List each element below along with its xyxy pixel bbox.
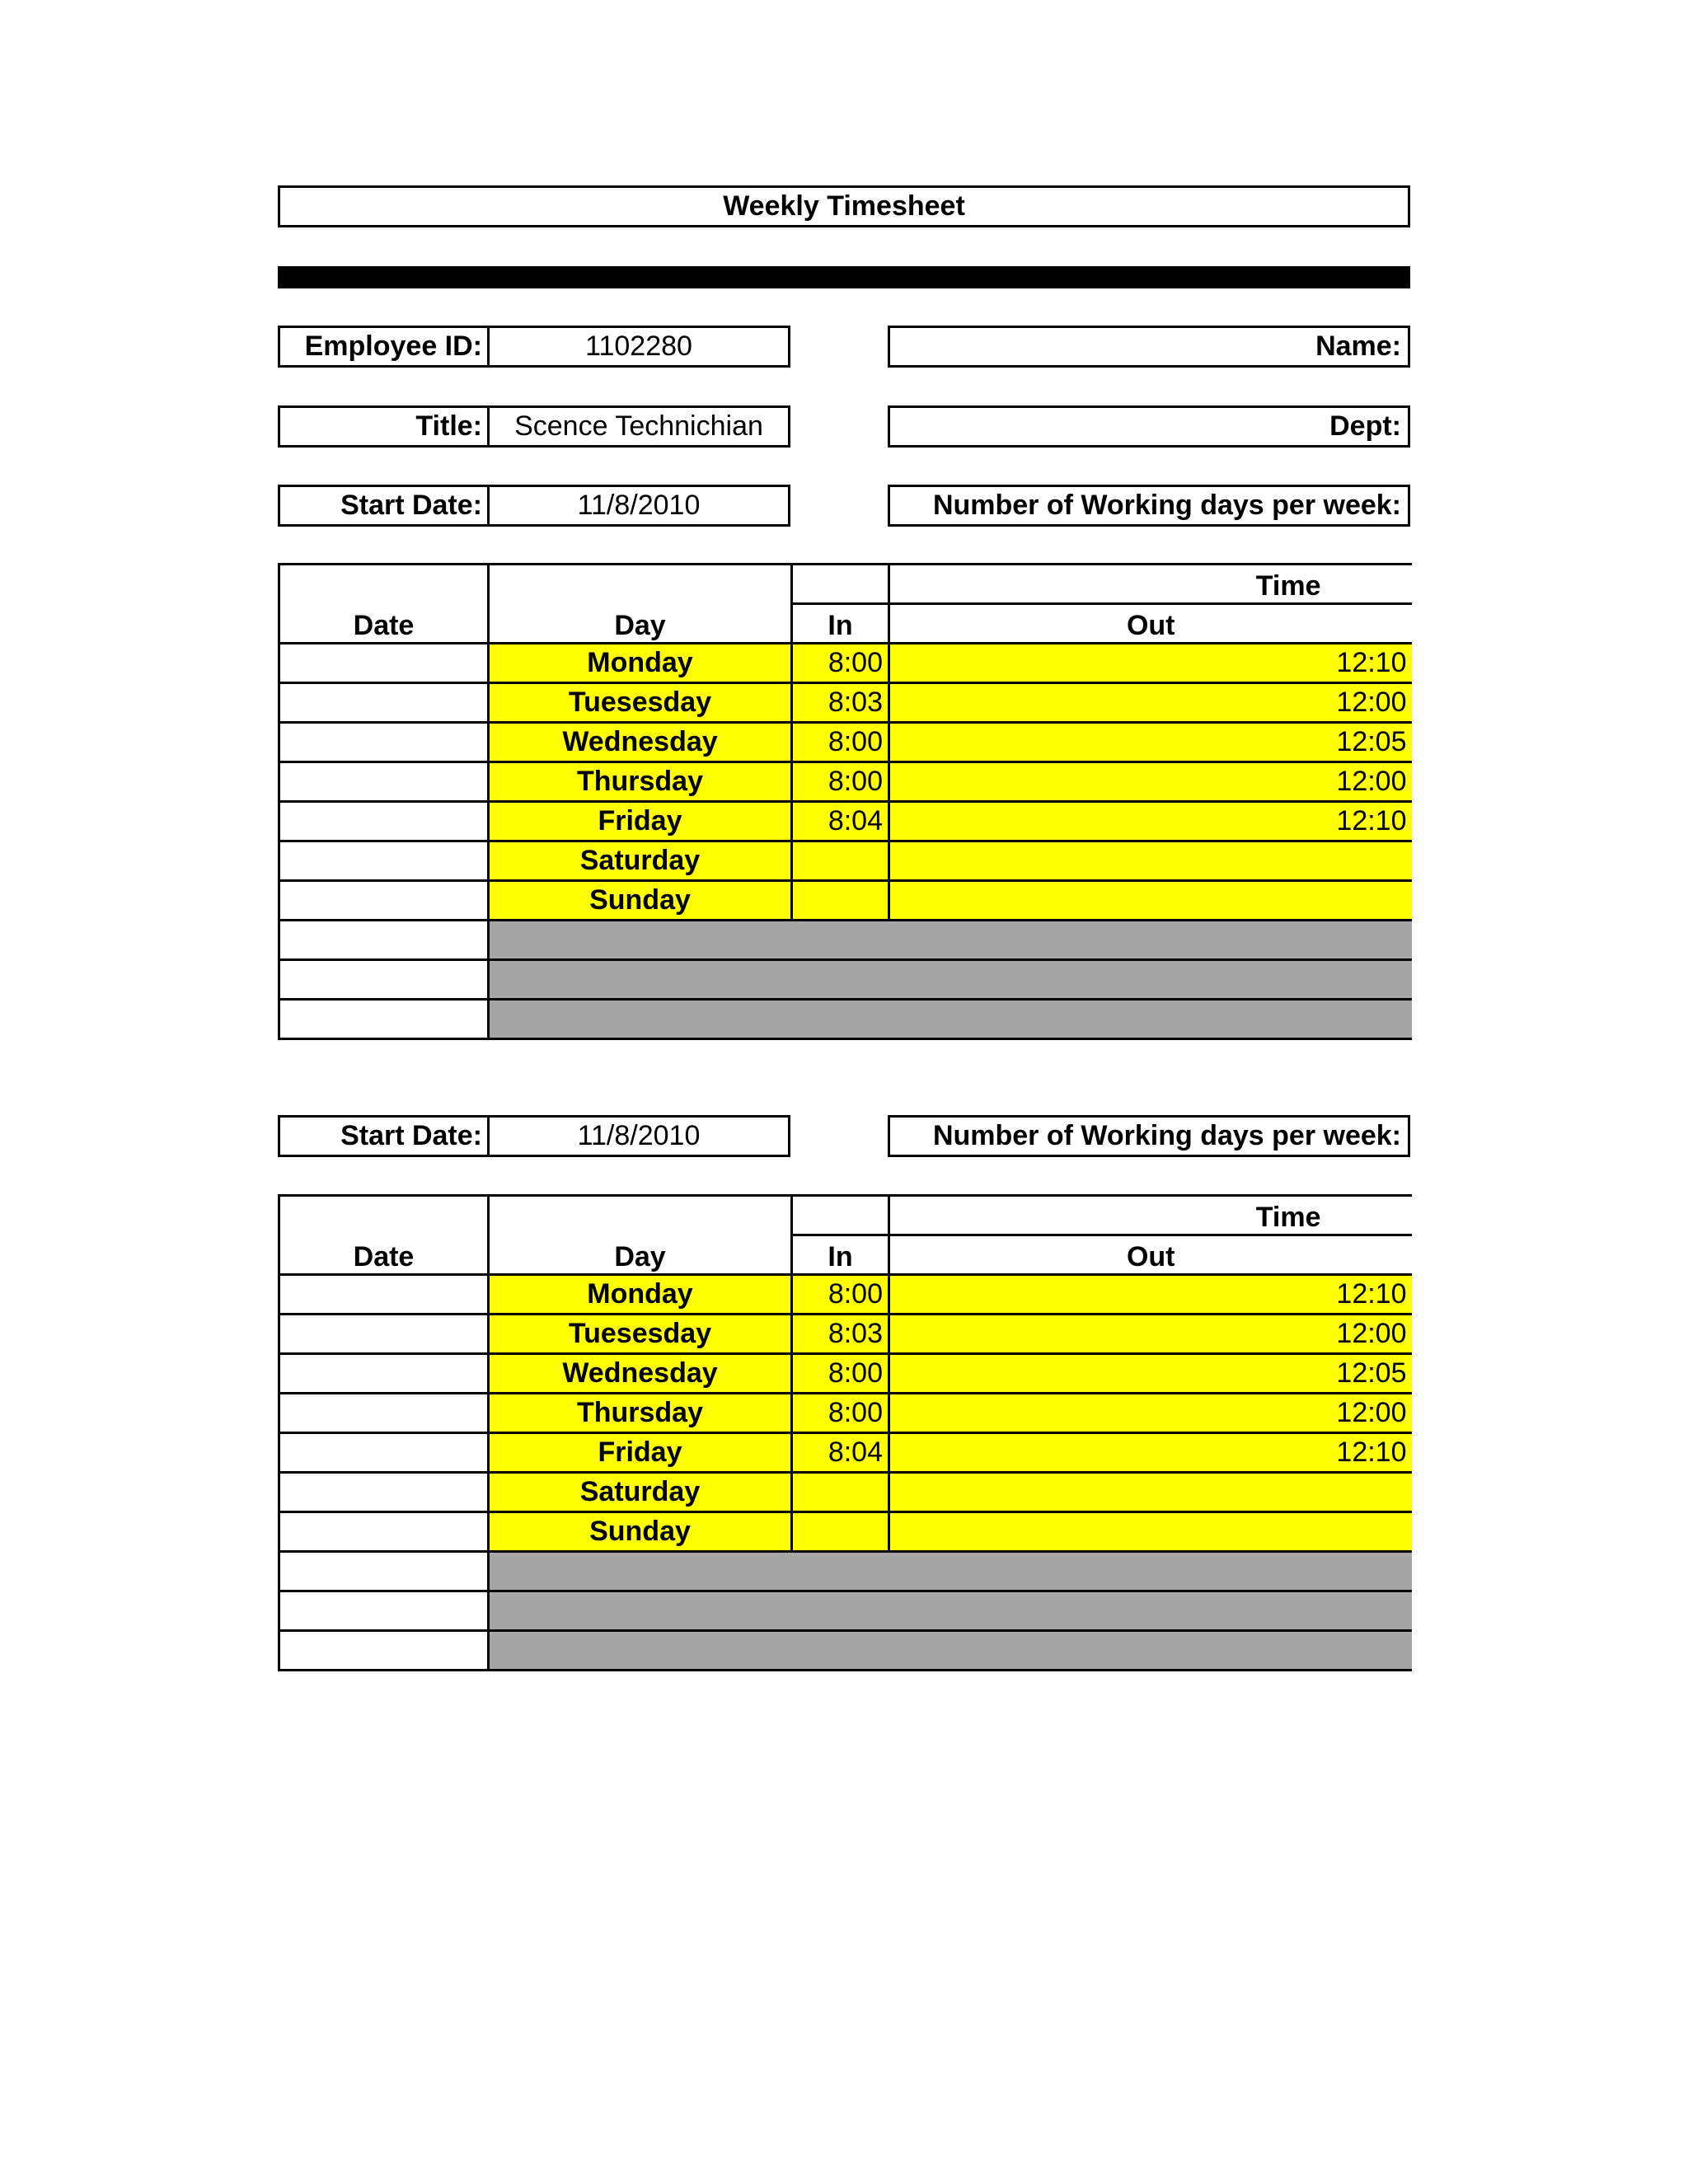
week2-header-time: Time	[889, 1196, 1412, 1235]
table-row	[279, 1512, 1412, 1552]
table-row	[279, 1000, 1412, 1039]
date-cell[interactable]	[279, 723, 489, 762]
table-row	[279, 1275, 1412, 1315]
date-cell[interactable]	[279, 762, 489, 802]
table-row	[279, 723, 1412, 762]
time-out-cell[interactable]: 12:00	[889, 762, 1412, 802]
title-label: Title:	[280, 408, 490, 445]
blank-grey-row	[489, 1591, 1412, 1631]
week2-header-in: In	[792, 1235, 889, 1275]
time-out-cell[interactable]: 12:10	[889, 644, 1412, 683]
time-in-cell[interactable]	[792, 1473, 889, 1512]
time-out-cell[interactable]: 12:00	[889, 683, 1412, 723]
time-in-cell[interactable]: 8:00	[792, 1354, 889, 1394]
date-cell[interactable]	[279, 1512, 489, 1552]
day-cell: Saturday	[489, 1473, 792, 1512]
table-row	[279, 841, 1412, 881]
date-cell[interactable]	[279, 1000, 489, 1039]
time-in-cell[interactable]	[792, 841, 889, 881]
time-out-cell[interactable]	[889, 881, 1412, 921]
time-out-cell[interactable]	[889, 841, 1412, 881]
week2-start-date-value[interactable]: 11/8/2010	[577, 1120, 701, 1151]
time-in-cell[interactable]: 8:00	[792, 723, 889, 762]
blank-grey-row	[489, 1000, 1412, 1039]
table-row	[279, 1591, 1412, 1631]
table-row	[279, 1394, 1412, 1433]
day-cell: Sunday	[489, 1512, 792, 1552]
date-cell[interactable]	[279, 841, 489, 881]
week1-header-date: Date	[279, 565, 489, 644]
table-row	[279, 1631, 1412, 1671]
blank-grey-row	[489, 921, 1412, 960]
date-cell[interactable]	[279, 960, 489, 1000]
time-in-cell[interactable]: 8:04	[792, 802, 889, 841]
dept-field[interactable]	[888, 405, 1410, 448]
week1-timesheet-table	[278, 563, 1412, 1040]
week1-start-date-value[interactable]: 11/8/2010	[577, 490, 701, 521]
week2-header-out: Out	[889, 1235, 1412, 1275]
time-out-cell[interactable]: 12:00	[889, 1315, 1412, 1354]
table-row	[279, 960, 1412, 1000]
week2-header-date: Date	[279, 1196, 489, 1275]
time-in-cell[interactable]	[792, 881, 889, 921]
day-cell: Friday	[489, 802, 792, 841]
time-in-cell[interactable]: 8:00	[792, 762, 889, 802]
page-title	[278, 185, 1410, 227]
date-cell[interactable]	[279, 1275, 489, 1315]
date-cell[interactable]	[279, 1394, 489, 1433]
week2-header-time-left	[792, 1196, 889, 1235]
table-row	[279, 683, 1412, 723]
week2-start-date-label: Start Date:	[280, 1118, 490, 1155]
blank-grey-row	[489, 1552, 1412, 1591]
time-out-cell[interactable]: 12:10	[889, 1433, 1412, 1473]
day-cell: Tuesesday	[489, 683, 792, 723]
table-row	[279, 802, 1412, 841]
time-out-cell[interactable]: 12:10	[889, 802, 1412, 841]
time-out-cell[interactable]: 12:00	[889, 1394, 1412, 1433]
week2-timesheet-table	[278, 1194, 1412, 1671]
date-cell[interactable]	[279, 1591, 489, 1631]
week1-working-days-field[interactable]	[888, 485, 1410, 527]
time-in-cell[interactable]	[792, 1512, 889, 1552]
week1-header-time-left	[792, 565, 889, 604]
table-row	[279, 762, 1412, 802]
time-out-cell[interactable]: 12:05	[889, 723, 1412, 762]
day-cell: Wednesday	[489, 723, 792, 762]
dept-label: Dept:	[1329, 410, 1401, 442]
week1-start-date-field	[278, 485, 790, 527]
employee-id-field	[278, 326, 790, 368]
time-out-cell[interactable]	[889, 1512, 1412, 1552]
date-cell[interactable]	[279, 1433, 489, 1473]
time-out-cell[interactable]: 12:10	[889, 1275, 1412, 1315]
name-field[interactable]	[888, 326, 1410, 368]
title-value[interactable]: Scence Technichian	[514, 410, 763, 442]
week1-header-in: In	[792, 604, 889, 644]
week1-header-day: Day	[489, 565, 792, 644]
week2-header-day: Day	[489, 1196, 792, 1275]
time-in-cell[interactable]: 8:03	[792, 683, 889, 723]
table-row	[279, 1315, 1412, 1354]
week1-start-date-label: Start Date:	[280, 487, 490, 524]
day-cell: Friday	[489, 1433, 792, 1473]
time-in-cell[interactable]: 8:00	[792, 1394, 889, 1433]
time-in-cell[interactable]: 8:00	[792, 1275, 889, 1315]
date-cell[interactable]	[279, 881, 489, 921]
table-row	[279, 1354, 1412, 1394]
table-row	[279, 1473, 1412, 1512]
date-cell[interactable]	[279, 683, 489, 723]
table-row	[279, 1433, 1412, 1473]
date-cell[interactable]	[279, 921, 489, 960]
date-cell[interactable]	[279, 1631, 489, 1671]
day-cell: Tuesesday	[489, 1315, 792, 1354]
employee-id-label: Employee ID:	[280, 328, 490, 365]
time-in-cell[interactable]: 8:00	[792, 644, 889, 683]
time-in-cell[interactable]: 8:03	[792, 1315, 889, 1354]
day-cell: Monday	[489, 644, 792, 683]
day-cell: Monday	[489, 1275, 792, 1315]
blank-grey-row	[489, 1631, 1412, 1671]
table-row	[279, 881, 1412, 921]
day-cell: Wednesday	[489, 1354, 792, 1394]
date-cell[interactable]	[279, 1552, 489, 1591]
day-cell: Thursday	[489, 762, 792, 802]
week2-start-date-field	[278, 1115, 790, 1157]
week2-working-days-label: Number of Working days per week:	[932, 1120, 1401, 1151]
table-row	[279, 921, 1412, 960]
header-divider-bar	[278, 266, 1410, 288]
date-cell[interactable]	[279, 644, 489, 683]
week2-working-days-field[interactable]	[888, 1115, 1410, 1157]
title-field	[278, 405, 790, 448]
table-row	[279, 1552, 1412, 1591]
employee-id-value[interactable]: 1102280	[585, 330, 692, 362]
day-cell: Saturday	[489, 841, 792, 881]
date-cell[interactable]	[279, 1473, 489, 1512]
time-in-cell[interactable]: 8:04	[792, 1433, 889, 1473]
date-cell[interactable]	[279, 1354, 489, 1394]
day-cell: Thursday	[489, 1394, 792, 1433]
time-out-cell[interactable]	[889, 1473, 1412, 1512]
date-cell[interactable]	[279, 802, 489, 841]
page-title-text: Weekly Timesheet	[723, 190, 965, 222]
week1-header-out: Out	[889, 604, 1412, 644]
name-label: Name:	[1315, 330, 1401, 362]
blank-grey-row	[489, 960, 1412, 1000]
week1-working-days-label: Number of Working days per week:	[932, 490, 1401, 521]
date-cell[interactable]	[279, 1315, 489, 1354]
week1-header-time: Time	[889, 565, 1412, 604]
day-cell: Sunday	[489, 881, 792, 921]
time-out-cell[interactable]: 12:05	[889, 1354, 1412, 1394]
table-row	[279, 644, 1412, 683]
